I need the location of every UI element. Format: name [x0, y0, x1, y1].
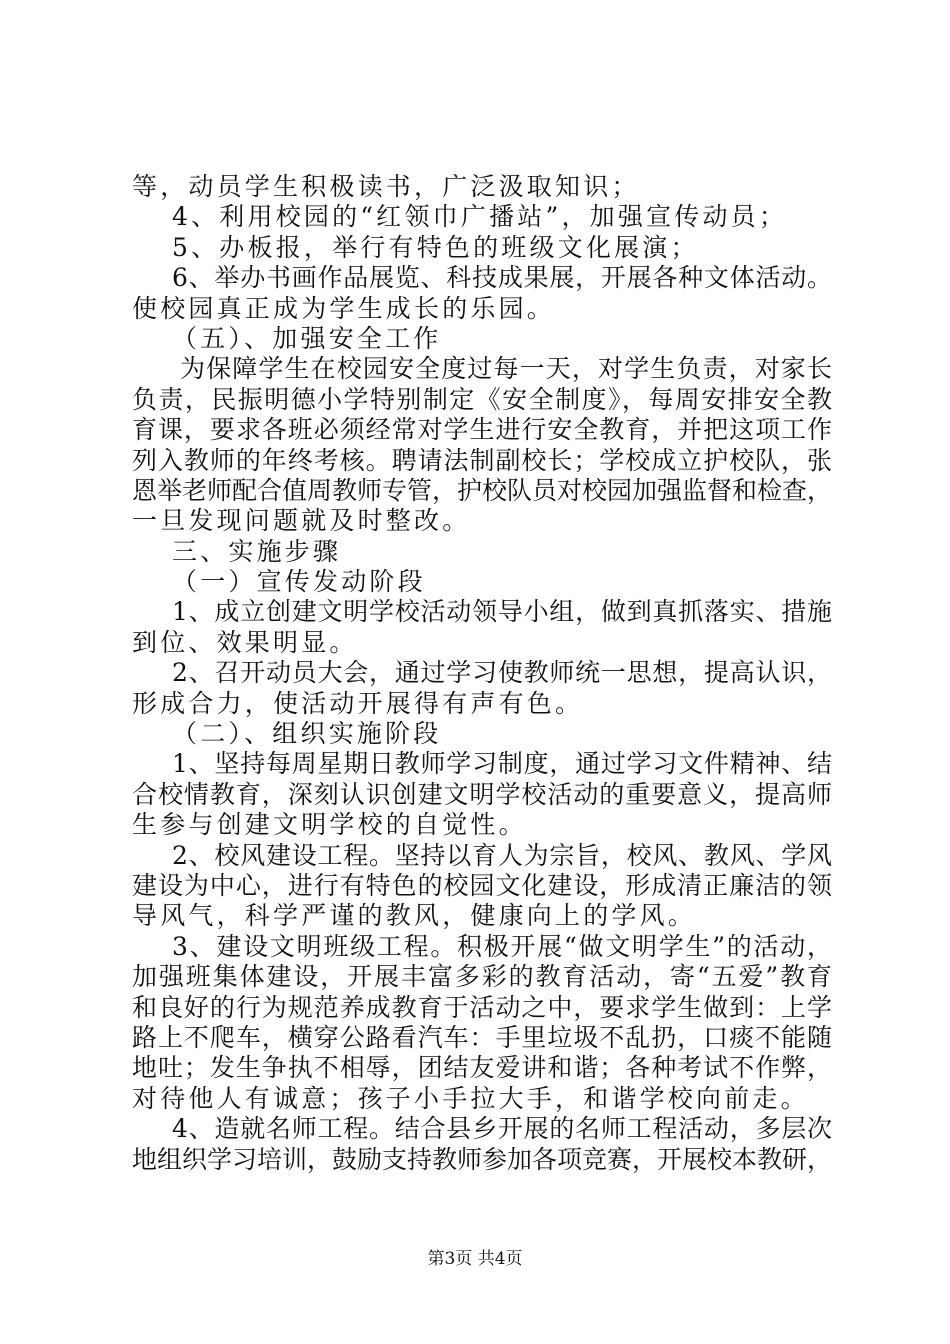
text-line: 负责，民振明德小学特别制定《安全制度》，每周安排安全教 [132, 384, 832, 414]
text-line: 1、成立创建文明学校活动领导小组，做到真抓落实、措施 [172, 597, 832, 627]
text-line: 4、利用校园的“红领巾广播站”，加强宣传动员； [172, 202, 788, 232]
text-line: （二）、组织实施阶段 [172, 719, 442, 749]
text-line: 到位、效果明显。 [132, 627, 358, 657]
text-line: （五）、加强安全工作 [172, 323, 442, 353]
text-line: 和良好的行为规范养成教育于活动之中，要求学生做到：上学 [132, 992, 832, 1022]
text-line: 为保障学生在校园安全度过每一天，对学生负责，对家长 [180, 354, 832, 384]
text-line: 5、办板报，举行有特色的班级文化展演； [172, 232, 699, 262]
text-line: 列入教师的年终考核。聘请法制副校长；学校成立护校队，张 [132, 445, 832, 475]
text-line: 地吐；发生争执不相辱，团结友爱讲和谐；各种考试不作弊， [132, 1053, 832, 1083]
text-line: 2、召开动员大会，通过学习使教师统一思想，提高认识， [172, 658, 832, 688]
text-line: 路上不爬车，横穿公路看汽车：手里垃圾不乱扔，口痰不能随 [132, 1022, 832, 1052]
text-line: （一）宣传发动阶段 [172, 567, 426, 597]
text-line: 形成合力，使活动开展得有声有色。 [132, 688, 584, 718]
page-footer: 第3页 共4页 [427, 1249, 523, 1269]
text-line: 生参与创建文明学校的自觉性。 [132, 810, 527, 840]
text-line: 建设为中心，进行有特色的校园文化建设，形成清正廉洁的领 [132, 870, 832, 900]
text-line: 等，动员学生积极读书，广泛汲取知识； [132, 172, 640, 201]
text-line: 6、举办书画作品展览、科技成果展，开展各种文体活动。 [172, 263, 832, 293]
text-line: 三、实施步骤 [172, 536, 342, 566]
text-line: 4、造就名师工程。结合县乡开展的名师工程活动，多层次 [172, 1114, 832, 1144]
text-line: 恩举老师配合值周教师专管，护校队员对校园加强监督和检查， [132, 475, 833, 505]
text-line: 合校情教育，深刻认识创建文明学校活动的重要意义，提高师 [132, 779, 832, 809]
document-body [132, 172, 832, 1175]
text-line: 对待他人有诚意；孩子小手拉大手，和谐学校向前走。 [132, 1083, 809, 1113]
text-line: 1、坚持每周星期日教师学习制度，通过学习文件精神、结 [172, 749, 832, 779]
text-line: 一旦发现问题就及时整改。 [132, 506, 471, 536]
text-line: 3、建设文明班级工程。积极开展“做文明学生”的活动， [172, 931, 832, 961]
text-line: 2、校风建设工程。坚持以育人为宗旨，校风、教风、学风 [172, 840, 832, 870]
text-line: 育课，要求各班必须经常对学生进行安全教育，并把这项工作 [132, 415, 832, 445]
text-line: 加强班集体建设，开展丰富多彩的教育活动，寄“五爱”教育 [132, 962, 832, 992]
text-line: 导风气，科学严谨的教风，健康向上的学风。 [132, 901, 697, 931]
text-line: 地组织学习培训，鼓励支持教师参加各项竞赛，开展校本教研， [132, 1144, 833, 1174]
text-line: 使校园真正成为学生成长的乐园。 [132, 293, 556, 323]
